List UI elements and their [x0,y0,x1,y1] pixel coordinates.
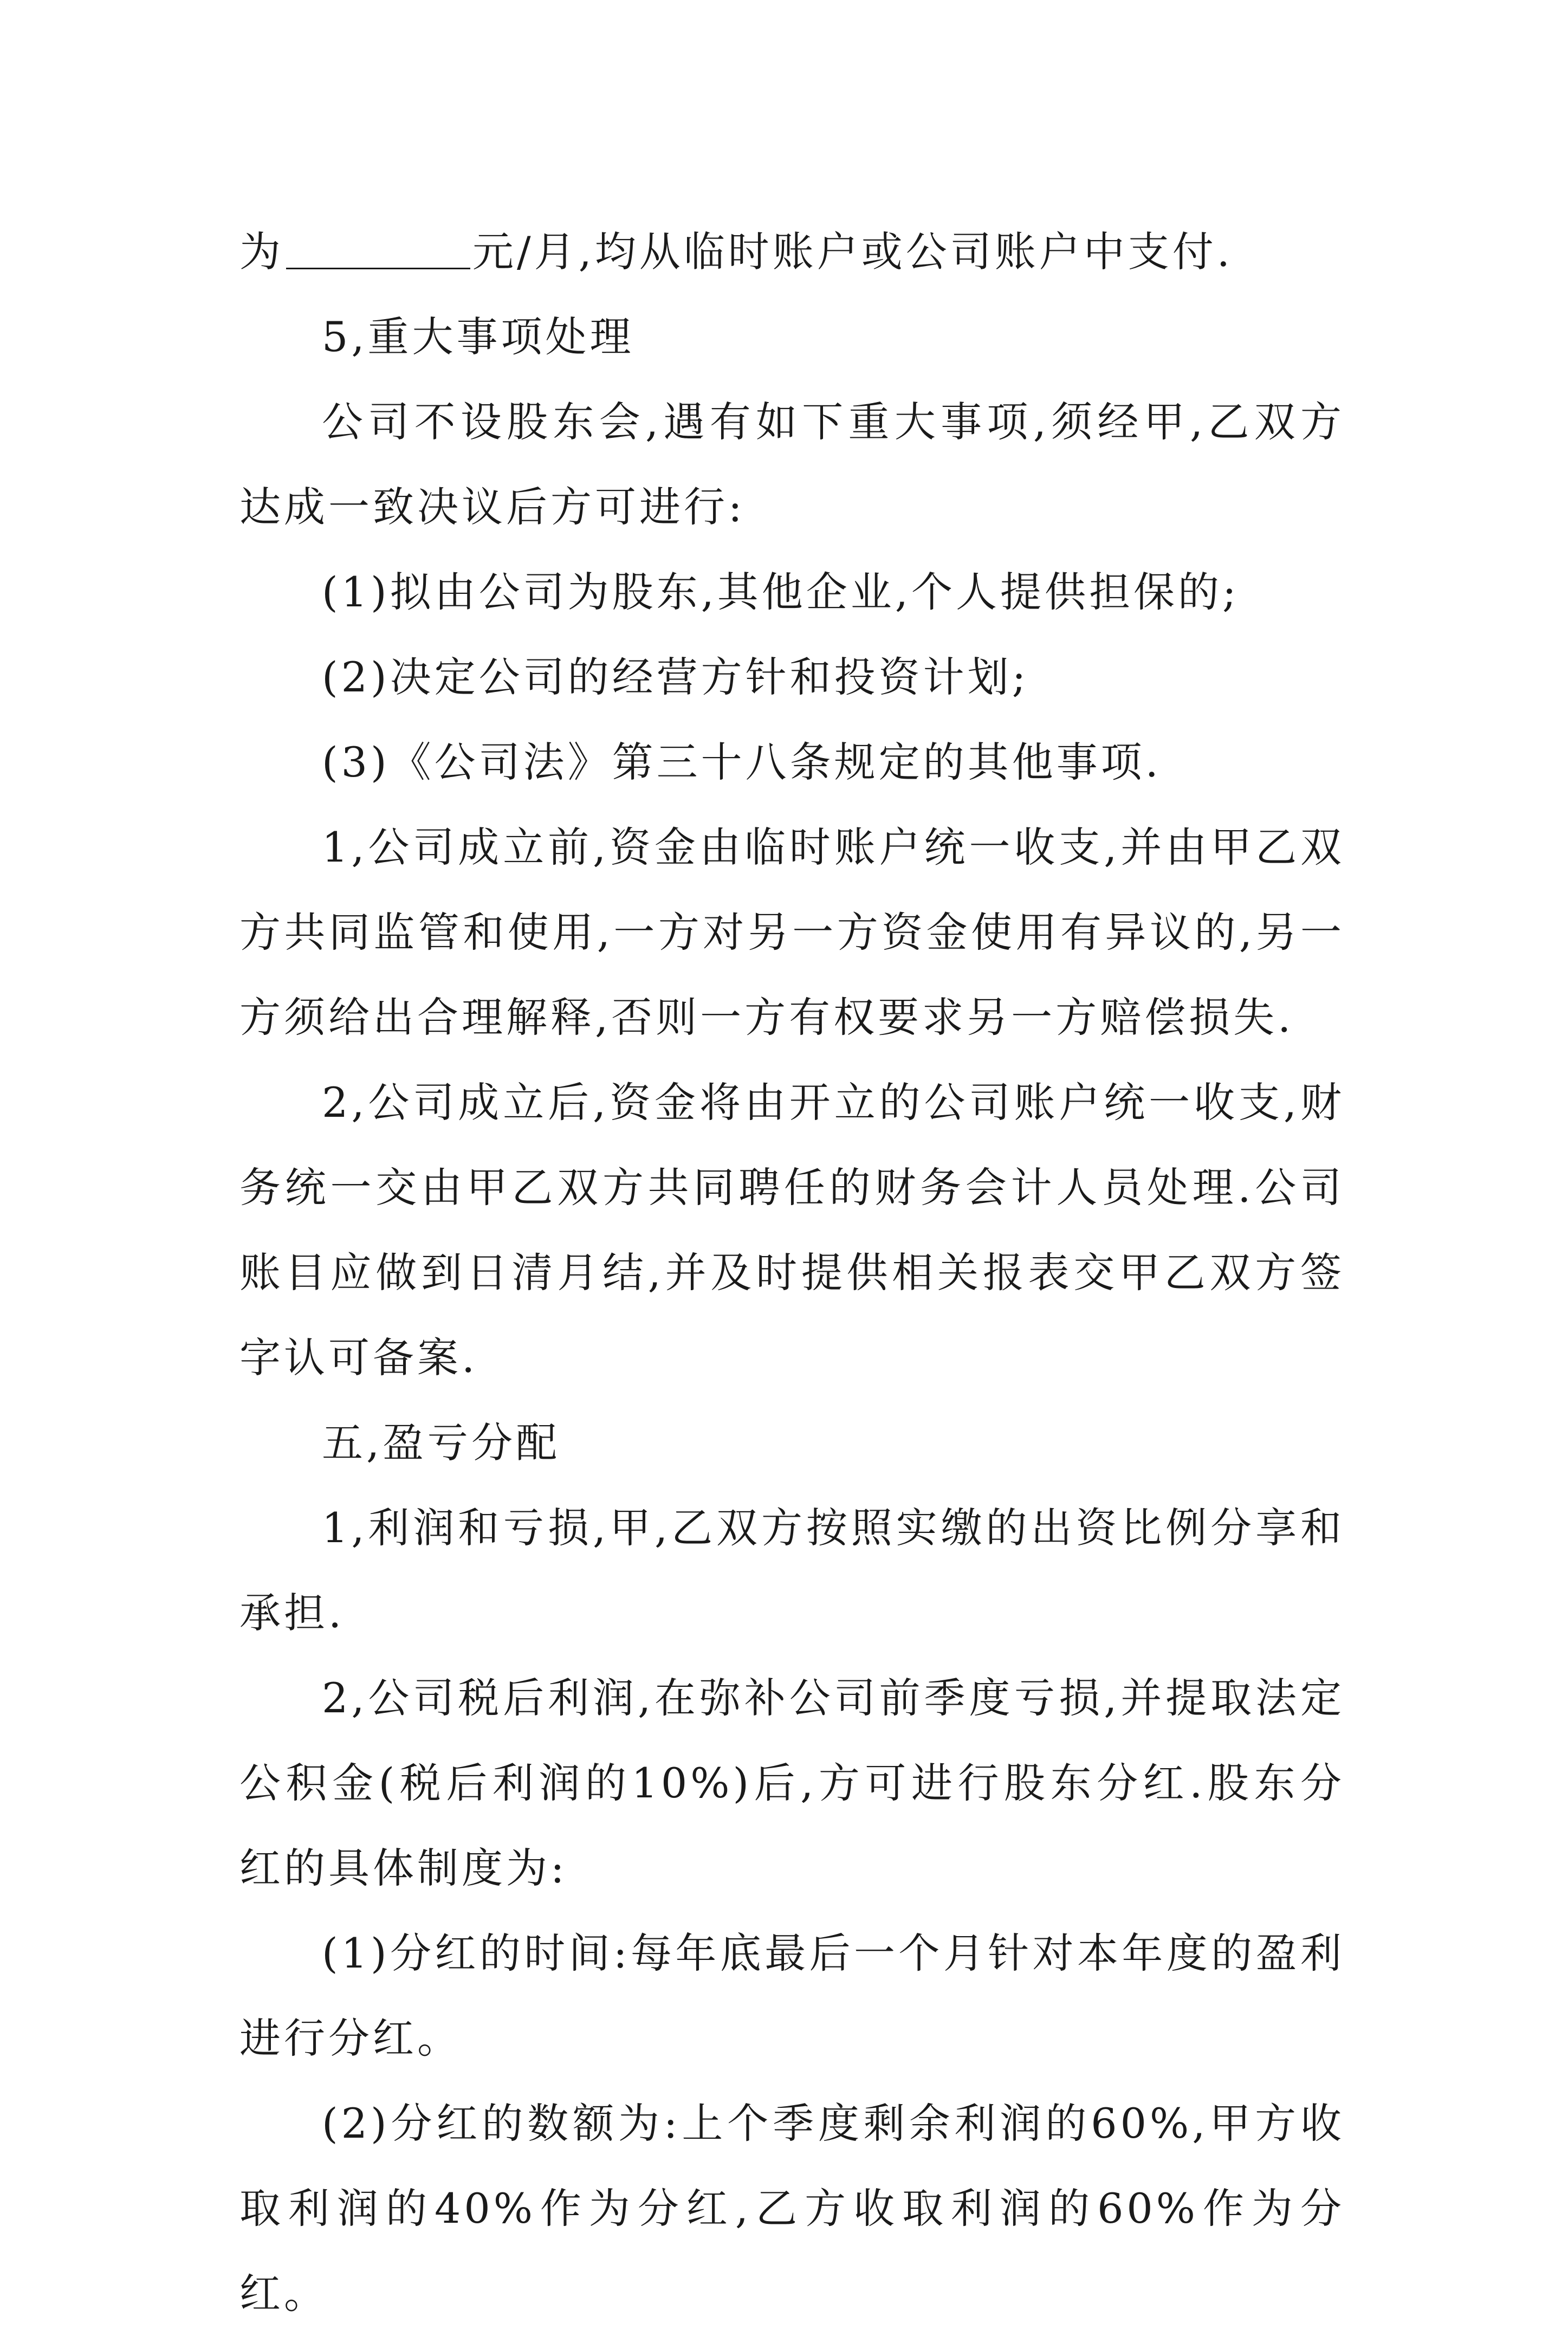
document-body [239,209,1345,2336]
paragraph-after-tax-profit: 2,公司税后利润,在弥补公司前季度亏损,并提取法定公积金(税后利润的10%)后,方可进行股东分红.股东分红的具体制度为: [239,1674,1345,1892]
list-item-company-law: (3)《公司法》第三十八条规定的其他事项. [322,738,1162,786]
list-item-business-policy: (2)决定公司的经营方针和投资计划; [322,653,1029,701]
list-item-guarantee: (1)拟由公司为股东,其他企业,个人提供担保的; [322,568,1240,616]
section-heading-major-matters: 5,重大事项处理 [322,313,634,361]
section-heading-profit-loss: 五,盈亏分配 [322,1419,561,1467]
payment-suffix: 元/月,均从临时账户或公司账户中支付. [472,228,1233,276]
list-item-dividend-time: (1)分红的时间:每年底最后一个月针对本年度的盈利进行分红。 [239,1929,1345,2062]
list-item-dividend-amount: (2)分红的数额为:上个季度剩余利润的60%,甲方收取利润的40%作为分红,乙方收取利润的60%作为分红。 [239,2099,1345,2318]
payment-line [239,209,1345,294]
paragraph-no-shareholder-meeting: 公司不设股东会,遇有如下重大事项,须经甲,乙双方达成一致决议后方可进行: [239,398,1345,531]
amount-blank [286,227,470,269]
paragraph-profit-sharing: 1,利润和亏损,甲,乙双方按照实缴的出资比例分享和承担. [239,1504,1345,1637]
paragraph-after-establishment: 2,公司成立后,资金将由开立的公司账户统一收支,财务统一交由甲乙双方共同聘任的财务会计人员处理.公司账目应做到日清月结,并及时提供相关报表交甲乙双方签字认可备案. [239,1078,1345,1382]
paragraph-before-establishment: 1,公司成立前,资金由临时账户统一收支,并由甲乙双方共同监管和使用,一方对另一方资金使用有异议的,另一方须给出合理解释,否则一方有权要求另一方赔偿损失. [239,823,1345,1041]
payment-prefix: 为 [239,228,284,276]
